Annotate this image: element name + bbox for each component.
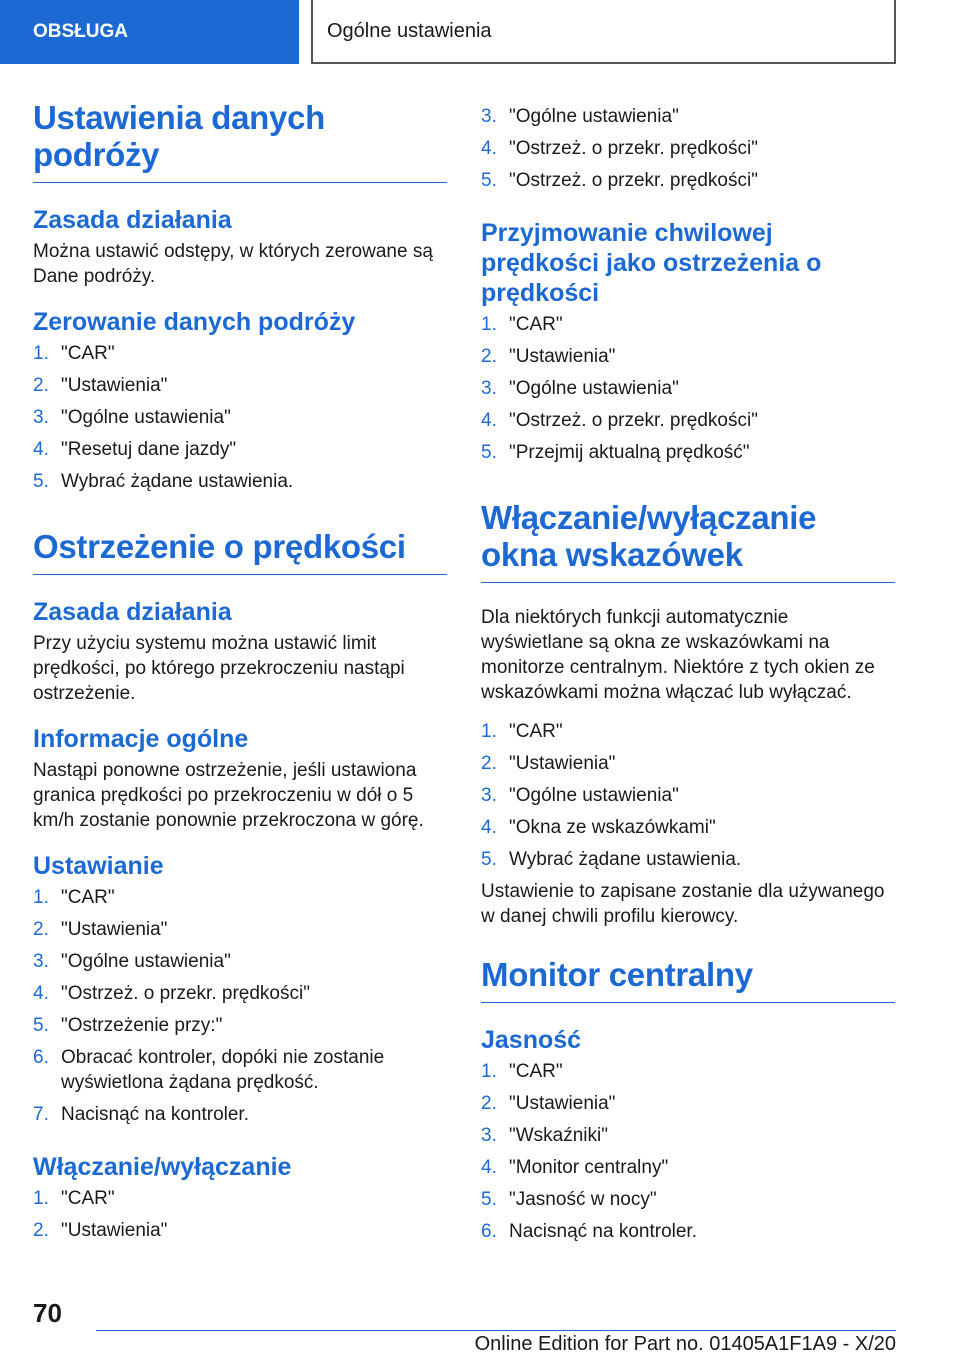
list-item: 2. "Ustawienia" [481, 752, 616, 774]
list-item: 4. "Okna ze wskazówkami" [481, 816, 716, 838]
list-item: 2. "Ustawienia" [33, 1219, 168, 1241]
heading-on-off: Włączanie/wyłączanie [33, 1152, 292, 1181]
list-item: 3. "Ogólne ustawienia" [481, 106, 679, 127]
list-item: 4. "Resetuj dane jazdy" [33, 438, 237, 460]
heading-setting: Ustawianie [33, 851, 164, 880]
list-brightness-steps [481, 1059, 895, 1244]
list-item: 3. "Ogólne ustawienia" [33, 950, 231, 972]
list-item: 3. "Ogólne ustawienia" [481, 784, 679, 806]
list-item: 2. "Ustawienia" [33, 918, 168, 940]
heading-speed-principle: Zasada działania [33, 597, 232, 626]
heading-adopt-speed: Przyjmowanie chwilowej prędkości jako ostrzeżenia o prędkości [481, 219, 822, 307]
paragraph-hint-after: Ustawienie to zapisane zostanie dla używanego w danej chwili profilu kierowcy. [481, 880, 885, 927]
list-item: 6. Obracać kontroler, dopóki nie zostanie wyświetlona żądana prędkość. [33, 1046, 385, 1093]
heading-reset-trip: Zerowanie danych podróży [33, 307, 356, 336]
list-item: 5. Wybrać żądane ustawienia. [481, 848, 742, 870]
list-item: 1. "CAR" [33, 342, 115, 364]
paragraph-general-info: Nastąpi ponowne ostrzeżenie, jeśli ustawiona granica prędkości po przekroczeniu w dół o 5 km/h zostanie ponownie przekroczona w górę. [33, 759, 424, 831]
list-on-off-steps [33, 1186, 447, 1243]
list-item: 2. "Ustawienia" [33, 374, 168, 396]
list-item: 1. "CAR" [481, 720, 563, 742]
heading-brightness: Jasność [481, 1025, 582, 1054]
list-item: 3. "Wskaźniki" [481, 1124, 608, 1146]
page-number: 70 [33, 1298, 62, 1328]
chapter-tab: Ogólne ustawienia [311, 0, 896, 64]
list-item: 5. "Przejmij aktualną prędkość" [481, 442, 750, 463]
list-item: 4. "Ostrzeż. o przekr. prędkości" [481, 410, 758, 431]
paragraph-principle: Można ustawić odstępy, w których zerowane są Dane podróży. [33, 240, 433, 287]
section-tab: OBSŁUGA [0, 0, 299, 64]
heading-general-info: Informacje ogólne [33, 724, 249, 753]
list-reset-steps [33, 341, 447, 494]
list-adopt-steps [481, 312, 895, 465]
left-column [33, 100, 447, 1250]
paragraph-hint-windows: Dla niektórych funkcji automatycznie wyświetlane są okna ze wskazówkami na monitorze centralnym. Niektóre z tych okien ze wskazówkami można włączać lub wyłączać. [481, 606, 875, 703]
list-item: 1. "CAR" [33, 886, 115, 908]
heading-principle: Zasada działania [33, 205, 232, 234]
footer-divider [96, 1330, 896, 1331]
list-item: 5. "Jasność w nocy" [481, 1188, 657, 1210]
list-on-off-steps-continued [481, 104, 895, 193]
heading-central-monitor: Monitor centralny [481, 957, 895, 1003]
paragraph-speed-principle: Przy użyciu systemu można ustawić limit prędkości, po którego przekroczeniu nastąpi ostrzeżenie. [33, 632, 405, 704]
list-item: 1. "CAR" [481, 1060, 563, 1082]
list-item: 5. "Ostrzeżenie przy:" [33, 1014, 223, 1036]
list-item: 1. "CAR" [481, 314, 563, 335]
list-hint-steps [481, 719, 895, 872]
list-item: 5. Wybrać żądane ustawienia. [33, 470, 294, 492]
right-column [481, 100, 895, 1251]
list-item: 6. Nacisnąć na kontroler. [481, 1220, 697, 1242]
list-setting-steps [33, 885, 447, 1127]
heading-trip-settings: Ustawienia danych podróży [33, 100, 447, 183]
list-item: 5. "Ostrzeż. o przekr. prędkości" [481, 170, 758, 191]
list-item: 2. "Ustawienia" [481, 346, 616, 367]
list-item: 4. "Ostrzeż. o przekr. prędkości" [481, 138, 758, 159]
list-item: 3. "Ogólne ustawienia" [481, 378, 679, 399]
footer-edition: Online Edition for Part no. 01405A1F1A9 - X/20 [474, 1333, 896, 1355]
heading-hint-windows: Włączanie/wyłączanie okna wskazówek [481, 500, 895, 583]
list-item: 3. "Ogólne ustawienia" [33, 406, 231, 428]
heading-speed-warning: Ostrzeżenie o prędkości [33, 529, 447, 575]
list-item: 1. "CAR" [33, 1187, 115, 1209]
list-item: 2. "Ustawienia" [481, 1092, 616, 1114]
list-item: 7. Nacisnąć na kontroler. [33, 1103, 249, 1125]
list-item: 4. "Ostrzeż. o przekr. prędkości" [33, 982, 310, 1004]
list-item: 4. "Monitor centralny" [481, 1156, 669, 1178]
